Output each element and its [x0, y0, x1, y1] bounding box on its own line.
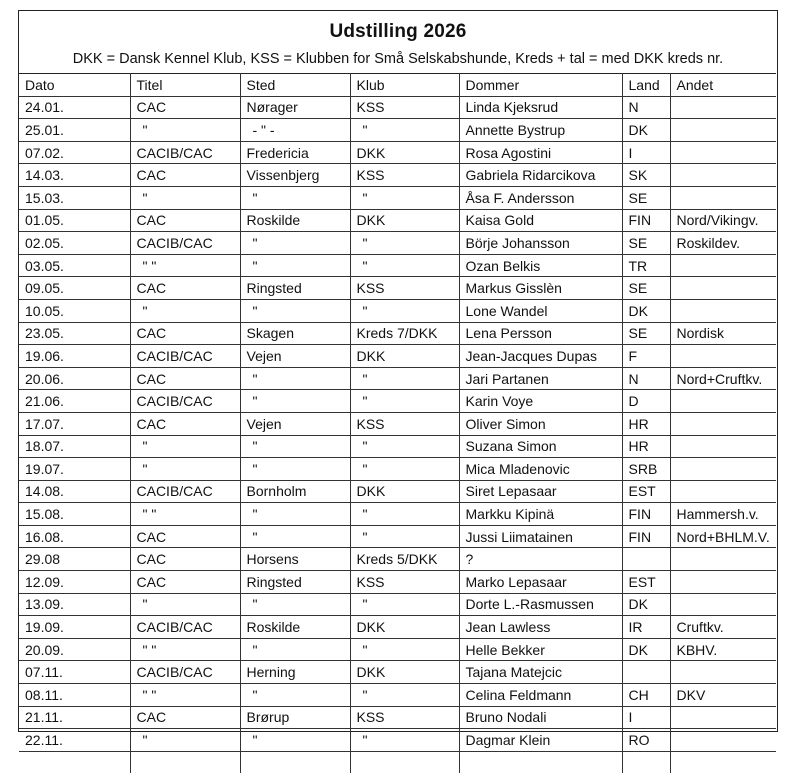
- table-row: [19, 96, 776, 119]
- country-cell: FIN: [622, 209, 670, 232]
- country-cell: CH: [622, 684, 670, 707]
- date-cell: 13.09.: [19, 593, 130, 616]
- country-cell: FIN: [622, 503, 670, 526]
- country-cell: DK: [622, 299, 670, 322]
- title-cell: CAC: [130, 277, 240, 300]
- country-cell: [622, 661, 670, 684]
- header-row: [19, 74, 776, 97]
- judge-cell: Dorte L.-Rasmussen: [459, 593, 622, 616]
- table-row: [19, 412, 776, 435]
- date-cell: 16.08.: [19, 525, 130, 548]
- club-cell: ": [350, 525, 459, 548]
- date-cell: 09.05.: [19, 277, 130, 300]
- place-cell: Nørager: [240, 96, 350, 119]
- date-cell: 29.08: [19, 548, 130, 571]
- club-cell: DKK: [350, 480, 459, 503]
- other-cell: [670, 458, 776, 481]
- title-cell: CACIB/CAC: [130, 661, 240, 684]
- judge-cell: Lena Persson: [459, 322, 622, 345]
- place-cell: ": [240, 593, 350, 616]
- table-row: [19, 232, 776, 255]
- judge-cell: Markku Kipinä: [459, 503, 622, 526]
- column-header-place: Sted: [240, 74, 350, 97]
- table-row: [19, 435, 776, 458]
- judge-cell: Karin Voye: [459, 390, 622, 413]
- other-cell: Roskildev.: [670, 232, 776, 255]
- title-cell: CACIB/CAC: [130, 616, 240, 639]
- judge-cell: Oliver Simon: [459, 412, 622, 435]
- judge-cell: Börje Johansson: [459, 232, 622, 255]
- schedule-sheet: [18, 10, 778, 749]
- table-row: [19, 751, 776, 773]
- title-cell: CAC: [130, 367, 240, 390]
- country-cell: DK: [622, 119, 670, 142]
- club-cell: ": [350, 186, 459, 209]
- table-row: [19, 729, 776, 752]
- title-cell: CAC: [130, 548, 240, 571]
- other-cell: [670, 571, 776, 594]
- club-cell: DKK: [350, 661, 459, 684]
- table-row: [19, 684, 776, 707]
- table-row: [19, 164, 776, 187]
- judge-cell: Jean-Jacques Dupas: [459, 345, 622, 368]
- country-cell: I: [622, 706, 670, 729]
- club-cell: KSS: [350, 706, 459, 729]
- page-title: Udstilling 2026: [329, 21, 467, 42]
- table-row: [19, 480, 776, 503]
- other-cell: [670, 345, 776, 368]
- country-cell: SE: [622, 277, 670, 300]
- judge-cell: Rosa Agostini: [459, 141, 622, 164]
- other-cell: [670, 706, 776, 729]
- club-cell: ": [350, 367, 459, 390]
- country-cell: N: [622, 96, 670, 119]
- place-cell: [240, 751, 350, 773]
- place-cell: Bornholm: [240, 480, 350, 503]
- column-header-judge: Dommer: [459, 74, 622, 97]
- date-cell: 01.05.: [19, 209, 130, 232]
- judge-cell: Jussi Liimatainen: [459, 525, 622, 548]
- place-cell: Roskilde: [240, 616, 350, 639]
- judge-cell: Celina Feldmann: [459, 684, 622, 707]
- other-cell: [670, 390, 776, 413]
- judge-cell: Helle Bekker: [459, 638, 622, 661]
- judge-cell: Bruno Nodali: [459, 706, 622, 729]
- club-cell: ": [350, 684, 459, 707]
- club-cell: ": [350, 299, 459, 322]
- judge-cell: Åsa F. Andersson: [459, 186, 622, 209]
- judge-cell: Jari Partanen: [459, 367, 622, 390]
- country-cell: SE: [622, 232, 670, 255]
- column-header-country: Land: [622, 74, 670, 97]
- club-cell: ": [350, 254, 459, 277]
- other-cell: KBHV.: [670, 638, 776, 661]
- table-row: [19, 119, 776, 142]
- table-row: [19, 638, 776, 661]
- place-cell: ": [240, 299, 350, 322]
- place-cell: ": [240, 367, 350, 390]
- date-cell: 21.06.: [19, 390, 130, 413]
- table-row: [19, 277, 776, 300]
- date-cell: 07.11.: [19, 661, 130, 684]
- table-row: [19, 548, 776, 571]
- country-cell: TR: [622, 254, 670, 277]
- date-cell: 20.06.: [19, 367, 130, 390]
- table-row: [19, 186, 776, 209]
- other-cell: [670, 299, 776, 322]
- judge-cell: Suzana Simon: [459, 435, 622, 458]
- country-cell: DK: [622, 638, 670, 661]
- title-cell: CACIB/CAC: [130, 141, 240, 164]
- judge-cell: Mica Mladenovic: [459, 458, 622, 481]
- other-cell: [670, 141, 776, 164]
- place-cell: ": [240, 525, 350, 548]
- date-cell: 17.07.: [19, 412, 130, 435]
- place-cell: ": [240, 390, 350, 413]
- column-header-date: Dato: [19, 74, 130, 97]
- date-cell: 14.03.: [19, 164, 130, 187]
- other-cell: Nordisk: [670, 322, 776, 345]
- date-cell: 22.11.: [19, 729, 130, 752]
- title-cell: CAC: [130, 96, 240, 119]
- date-cell: [19, 751, 130, 773]
- table-row: [19, 367, 776, 390]
- place-cell: Brørup: [240, 706, 350, 729]
- country-cell: N: [622, 367, 670, 390]
- club-cell: KSS: [350, 164, 459, 187]
- place-cell: Ringsted: [240, 277, 350, 300]
- place-cell: ": [240, 684, 350, 707]
- club-cell: ": [350, 390, 459, 413]
- place-cell: Herning: [240, 661, 350, 684]
- schedule-table: [19, 73, 776, 773]
- country-cell: HR: [622, 435, 670, 458]
- place-cell: ": [240, 232, 350, 255]
- table-row: [19, 322, 776, 345]
- country-cell: EST: [622, 571, 670, 594]
- place-cell: ": [240, 254, 350, 277]
- other-cell: [670, 480, 776, 503]
- judge-cell: Dagmar Klein: [459, 729, 622, 752]
- place-cell: ": [240, 186, 350, 209]
- other-cell: [670, 729, 776, 752]
- date-cell: 21.11.: [19, 706, 130, 729]
- title-cell: ": [130, 458, 240, 481]
- date-cell: 14.08.: [19, 480, 130, 503]
- place-cell: ": [240, 458, 350, 481]
- country-cell: EST: [622, 480, 670, 503]
- table-row: [19, 571, 776, 594]
- other-cell: [670, 593, 776, 616]
- date-cell: 02.05.: [19, 232, 130, 255]
- table-row: [19, 254, 776, 277]
- table-row: [19, 141, 776, 164]
- title-cell: CAC: [130, 571, 240, 594]
- other-cell: [670, 277, 776, 300]
- club-cell: DKK: [350, 209, 459, 232]
- judge-cell: Gabriela Ridarcikova: [459, 164, 622, 187]
- title-cell: CACIB/CAC: [130, 232, 240, 255]
- other-cell: Nord+BHLM.V.: [670, 525, 776, 548]
- date-cell: 19.09.: [19, 616, 130, 639]
- country-cell: IR: [622, 616, 670, 639]
- judge-cell: Marko Lepasaar: [459, 571, 622, 594]
- place-cell: Ringsted: [240, 571, 350, 594]
- date-cell: 19.06.: [19, 345, 130, 368]
- club-cell: ": [350, 593, 459, 616]
- column-header-title: Titel: [130, 74, 240, 97]
- club-cell: Kreds 5/DKK: [350, 548, 459, 571]
- place-cell: Roskilde: [240, 209, 350, 232]
- country-cell: D: [622, 390, 670, 413]
- schedule-body: [19, 96, 776, 773]
- date-cell: 08.11.: [19, 684, 130, 707]
- date-cell: 20.09.: [19, 638, 130, 661]
- title-cell: CACIB/CAC: [130, 390, 240, 413]
- place-cell: ": [240, 435, 350, 458]
- place-cell: ": [240, 638, 350, 661]
- title-cell: ": [130, 119, 240, 142]
- other-cell: Nord/Vikingv.: [670, 209, 776, 232]
- place-cell: Skagen: [240, 322, 350, 345]
- place-cell: - " -: [240, 119, 350, 142]
- judge-cell: Markus Gisslèn: [459, 277, 622, 300]
- country-cell: SRB: [622, 458, 670, 481]
- country-cell: SE: [622, 322, 670, 345]
- other-cell: [670, 548, 776, 571]
- other-cell: [670, 661, 776, 684]
- club-cell: DKK: [350, 616, 459, 639]
- title-cell: " ": [130, 503, 240, 526]
- date-cell: 18.07.: [19, 435, 130, 458]
- other-cell: [670, 751, 776, 773]
- table-row: [19, 616, 776, 639]
- table-row: [19, 503, 776, 526]
- club-cell: DKK: [350, 345, 459, 368]
- date-cell: 15.08.: [19, 503, 130, 526]
- title-cell: CAC: [130, 209, 240, 232]
- title-cell: ": [130, 435, 240, 458]
- club-cell: KSS: [350, 96, 459, 119]
- title-cell: [130, 751, 240, 773]
- club-cell: [350, 751, 459, 773]
- title-cell: ": [130, 729, 240, 752]
- club-cell: ": [350, 435, 459, 458]
- country-cell: [622, 751, 670, 773]
- date-cell: 25.01.: [19, 119, 130, 142]
- club-cell: Kreds 7/DKK: [350, 322, 459, 345]
- table-row: [19, 390, 776, 413]
- judge-cell: Kaisa Gold: [459, 209, 622, 232]
- other-cell: Nord+Cruftkv.: [670, 367, 776, 390]
- judge-cell: Jean Lawless: [459, 616, 622, 639]
- club-cell: KSS: [350, 412, 459, 435]
- country-cell: DK: [622, 593, 670, 616]
- judge-cell: Lone Wandel: [459, 299, 622, 322]
- country-cell: FIN: [622, 525, 670, 548]
- judge-cell: Linda Kjeksrud: [459, 96, 622, 119]
- title-cell: CAC: [130, 525, 240, 548]
- table-row: [19, 525, 776, 548]
- page-subtitle: DKK = Dansk Kennel Klub, KSS = Klubben for Små Selskabshunde, Kreds + tal = med DKK kreds nr.: [72, 51, 724, 67]
- date-cell: 03.05.: [19, 254, 130, 277]
- title-cell: CAC: [130, 164, 240, 187]
- date-cell: 19.07.: [19, 458, 130, 481]
- date-cell: 23.05.: [19, 322, 130, 345]
- country-cell: SK: [622, 164, 670, 187]
- other-cell: [670, 119, 776, 142]
- title-cell: CAC: [130, 412, 240, 435]
- title-cell: CAC: [130, 706, 240, 729]
- other-cell: Hammersh.v.: [670, 503, 776, 526]
- judge-cell: [459, 751, 622, 773]
- date-cell: 24.01.: [19, 96, 130, 119]
- club-cell: ": [350, 638, 459, 661]
- place-cell: Vissenbjerg: [240, 164, 350, 187]
- country-cell: SE: [622, 186, 670, 209]
- date-cell: 10.05.: [19, 299, 130, 322]
- country-cell: HR: [622, 412, 670, 435]
- place-cell: Vejen: [240, 345, 350, 368]
- place-cell: Vejen: [240, 412, 350, 435]
- other-cell: Cruftkv.: [670, 616, 776, 639]
- title-cell: ": [130, 299, 240, 322]
- table-row: [19, 458, 776, 481]
- title-cell: " ": [130, 684, 240, 707]
- place-cell: ": [240, 503, 350, 526]
- country-cell: RO: [622, 729, 670, 752]
- title-cell: CACIB/CAC: [130, 480, 240, 503]
- table-row: [19, 706, 776, 729]
- table-row: [19, 209, 776, 232]
- club-cell: DKK: [350, 141, 459, 164]
- place-cell: Horsens: [240, 548, 350, 571]
- other-cell: [670, 186, 776, 209]
- club-cell: ": [350, 119, 459, 142]
- other-cell: [670, 412, 776, 435]
- judge-cell: Ozan Belkis: [459, 254, 622, 277]
- other-cell: [670, 164, 776, 187]
- title-cell: ": [130, 593, 240, 616]
- other-cell: DKV: [670, 684, 776, 707]
- judge-cell: Annette Bystrup: [459, 119, 622, 142]
- date-cell: 12.09.: [19, 571, 130, 594]
- club-cell: KSS: [350, 277, 459, 300]
- country-cell: [622, 548, 670, 571]
- place-cell: ": [240, 729, 350, 752]
- date-cell: 07.02.: [19, 141, 130, 164]
- title-cell: " ": [130, 254, 240, 277]
- judge-cell: ?: [459, 548, 622, 571]
- title-cell: ": [130, 186, 240, 209]
- table-row: [19, 593, 776, 616]
- judge-cell: Tajana Matejcic: [459, 661, 622, 684]
- place-cell: Fredericia: [240, 141, 350, 164]
- other-cell: [670, 435, 776, 458]
- title-cell: CAC: [130, 322, 240, 345]
- other-cell: [670, 254, 776, 277]
- club-cell: KSS: [350, 571, 459, 594]
- title-cell: CACIB/CAC: [130, 345, 240, 368]
- column-header-club: Klub: [350, 74, 459, 97]
- title-cell: " ": [130, 638, 240, 661]
- table-row: [19, 299, 776, 322]
- country-cell: I: [622, 141, 670, 164]
- date-cell: 15.03.: [19, 186, 130, 209]
- country-cell: F: [622, 345, 670, 368]
- club-cell: ": [350, 729, 459, 752]
- club-cell: ": [350, 232, 459, 255]
- table-row: [19, 661, 776, 684]
- column-header-other: Andet: [670, 74, 776, 97]
- table-row: [19, 345, 776, 368]
- club-cell: ": [350, 503, 459, 526]
- other-cell: [670, 96, 776, 119]
- club-cell: ": [350, 458, 459, 481]
- judge-cell: Siret Lepasaar: [459, 480, 622, 503]
